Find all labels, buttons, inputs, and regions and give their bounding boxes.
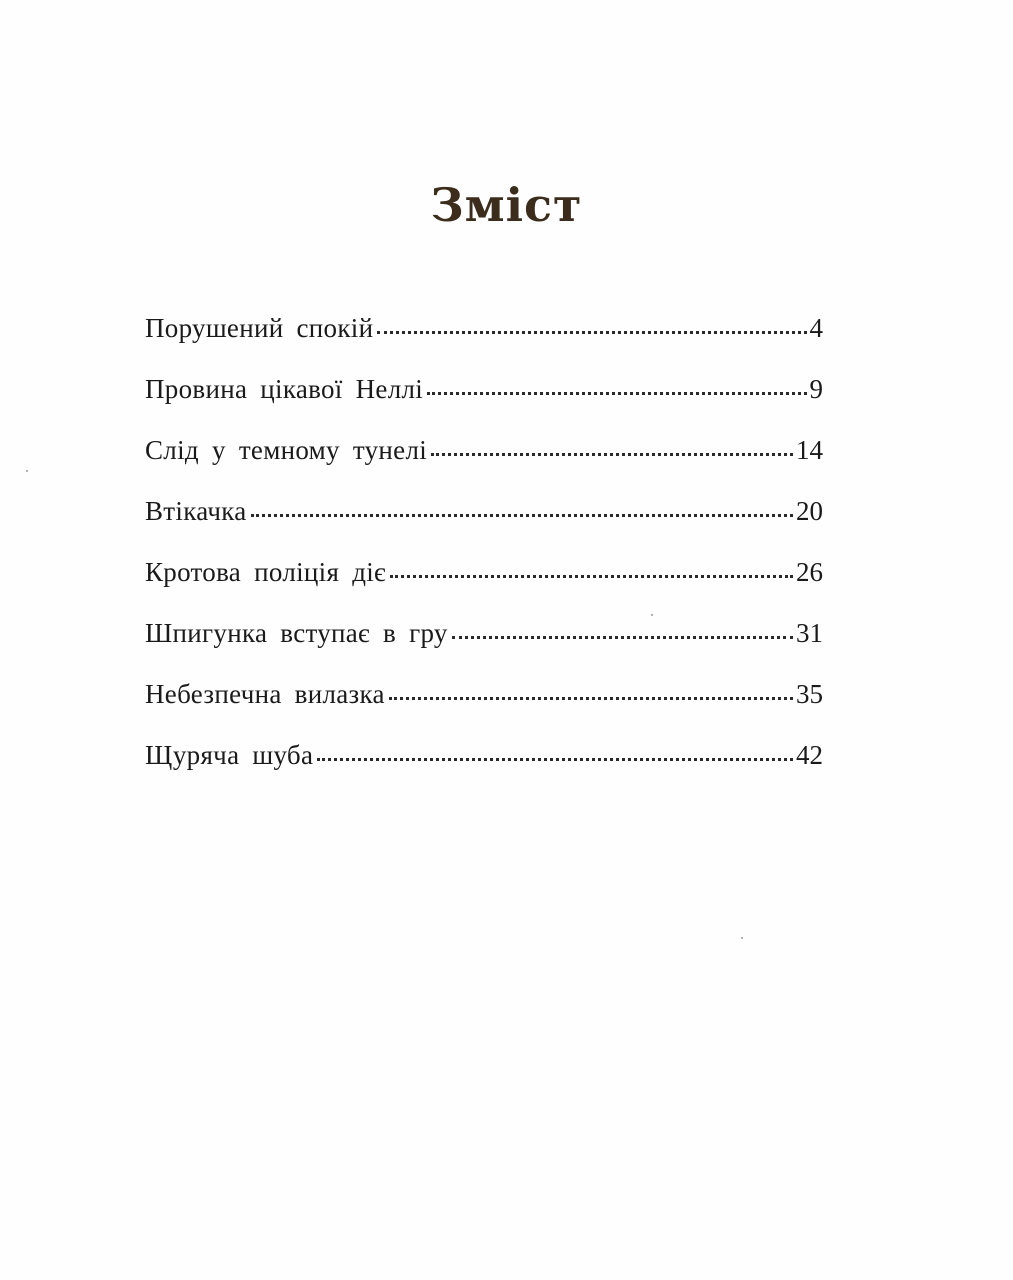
toc-entry	[145, 674, 823, 735]
toc-entry-label: Шпигунка вступає в гру	[145, 618, 448, 648]
toc-entry-page-number: 26	[796, 557, 823, 587]
toc-entry	[145, 552, 823, 613]
dot-leader	[317, 758, 793, 761]
toc-entry-page-number: 9	[809, 374, 823, 404]
paper-speck	[26, 470, 28, 472]
dot-leader	[452, 636, 793, 639]
table-of-contents	[145, 308, 823, 796]
dot-leader	[390, 575, 793, 578]
toc-entry-page-number: 31	[796, 618, 823, 648]
toc-entry-page-number: 20	[796, 496, 823, 526]
toc-entry-label: Слід у темному тунелі	[145, 435, 428, 465]
paper-speck	[741, 937, 743, 939]
toc-entry-label: Кротова поліція діє	[145, 557, 386, 587]
toc-entry-page-number: 14	[796, 435, 823, 465]
dot-leader	[377, 331, 806, 334]
dot-leader	[389, 697, 793, 700]
toc-entry-label: Небезпечна вилазка	[145, 679, 385, 709]
toc-entry-label: Втікачка	[145, 496, 247, 526]
toc-entry	[145, 613, 823, 674]
toc-entry-page-number: 4	[809, 313, 823, 343]
toc-entry-label: Щуряча шуба	[145, 740, 314, 770]
dot-leader	[431, 453, 793, 456]
toc-entry	[145, 308, 823, 369]
paper-speck	[651, 614, 653, 616]
toc-entry	[145, 491, 823, 552]
toc-entry-label: Порушений спокій	[145, 313, 374, 343]
toc-entry-page-number: 42	[796, 740, 823, 770]
toc-entry	[145, 735, 823, 796]
toc-entry-page-number: 35	[796, 679, 823, 709]
toc-entry	[145, 369, 823, 430]
toc-entry-label: Провина цікавої Неллі	[145, 374, 424, 404]
page-title: Зміст	[430, 178, 583, 232]
toc-entry	[145, 430, 823, 491]
dot-leader	[251, 514, 793, 517]
dot-leader	[427, 392, 806, 395]
